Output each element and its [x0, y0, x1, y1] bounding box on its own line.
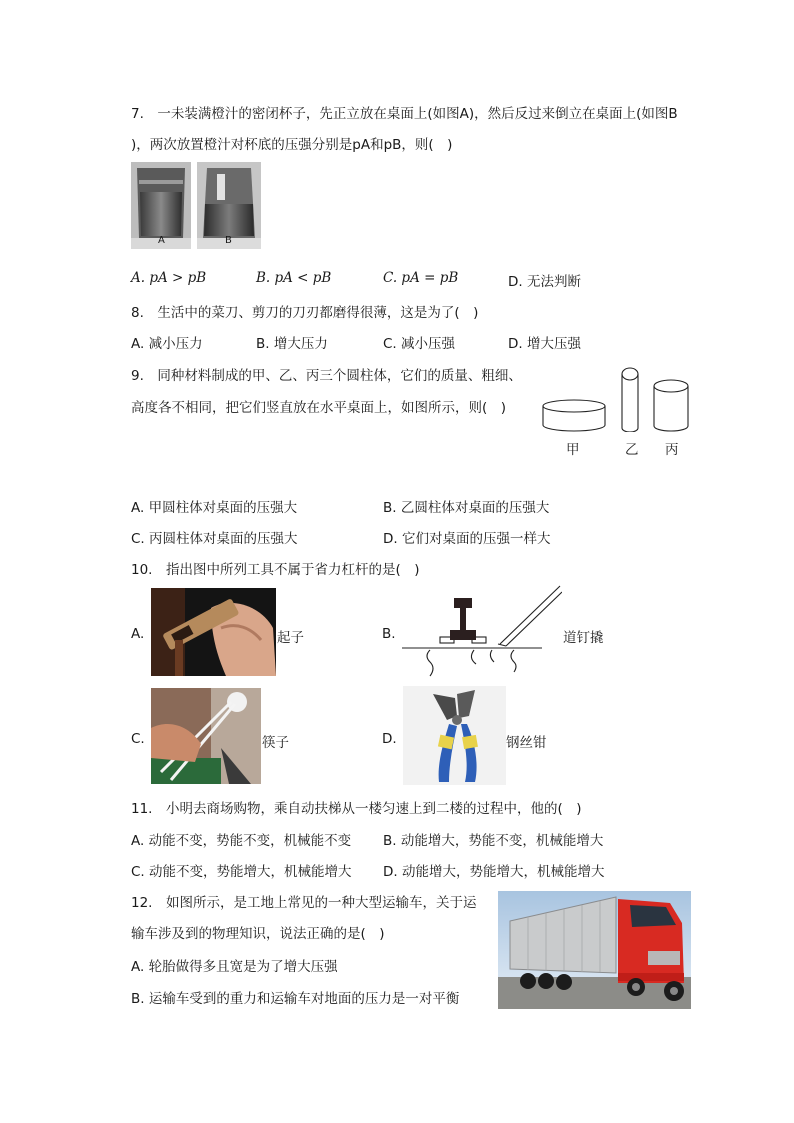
q10-option-d-letter: D. — [382, 731, 397, 747]
q8-option-a: A. 减小压力 — [131, 336, 203, 352]
q11-option-c: C. 动能不变，势能增大，机械能增大 — [131, 864, 352, 880]
cup-label-a: A — [158, 235, 165, 246]
q7-option-b: B. pA < pB — [256, 270, 332, 286]
q7-option-c: C. pA = pB — [383, 270, 459, 286]
q9-option-a: A. 甲圆柱体对桌面的压强大 — [131, 500, 298, 516]
q9-stem-line1: 9. 同种材料制成的甲、乙、丙三个圆柱体，它们的质量、粗细、 — [131, 368, 522, 384]
q10-option-b-letter: B. — [382, 626, 396, 642]
q7-stem-line1: 7. 一未装满橙汁的密闭杯子，先正立放在桌面上(如图A)，然后反过来倒立在桌面上(如图B — [131, 106, 678, 122]
q7-option-a: A. pA > pB — [131, 270, 207, 286]
q11-option-b: B. 动能增大，势能不变，机械能增大 — [383, 833, 604, 849]
q10-option-a-name: 起子 — [277, 630, 304, 646]
q10-option-c-name: 筷子 — [262, 735, 289, 751]
q11-option-d: D. 动能增大，势能增大，机械能增大 — [383, 864, 605, 880]
q7-option-d: D. 无法判断 — [508, 274, 581, 290]
q8-option-b: B. 增大压力 — [256, 336, 328, 352]
q9-option-d: D. 它们对桌面的压强一样大 — [383, 531, 551, 547]
q10-option-c-letter: C. — [131, 731, 145, 747]
q7-stem-line2: )，两次放置橙汁对杯底的压强分别是pA和pB，则( ) — [131, 137, 453, 153]
cup-photo-b — [197, 162, 261, 249]
cylinder-label-yi: 乙 — [625, 442, 639, 458]
bottle-opener-photo — [151, 588, 276, 676]
q12-option-b: B. 运输车受到的重力和运输车对地面的压力是一对平衡 — [131, 991, 460, 1007]
chopsticks-photo — [151, 688, 261, 784]
cup-label-b: B — [225, 235, 232, 246]
q12-stem-line1: 12. 如图所示，是工地上常见的一种大型运输车，关于运 — [131, 895, 477, 911]
q11-option-a: A. 动能不变，势能不变，机械能不变 — [131, 833, 352, 849]
q10-stem: 10. 指出图中所列工具不属于省力杠杆的是( ) — [131, 562, 420, 578]
cup-photo-a — [131, 162, 191, 249]
cylinders-figure — [538, 362, 698, 432]
q10-option-b-name: 道钉撬 — [563, 630, 604, 646]
q8-option-d: D. 增大压强 — [508, 336, 581, 352]
q10-option-a-letter: A. — [131, 626, 145, 642]
q8-stem: 8. 生活中的菜刀、剪刀的刀刃都磨得很薄，这是为了( ) — [131, 305, 479, 321]
wire-pliers-photo — [403, 686, 506, 785]
q9-option-b: B. 乙圆柱体对桌面的压强大 — [383, 500, 550, 516]
cylinder-label-bing: 丙 — [665, 442, 679, 458]
q8-option-c: C. 减小压强 — [383, 336, 456, 352]
q10-option-d-name: 钢丝钳 — [506, 735, 547, 751]
q12-option-a: A. 轮胎做得多且宽是为了增大压强 — [131, 959, 338, 975]
q9-stem-line2: 高度各不相同，把它们竖直放在水平桌面上，如图所示，则( ) — [131, 400, 507, 416]
q9-option-c: C. 丙圆柱体对桌面的压强大 — [131, 531, 298, 547]
truck-photo — [498, 891, 691, 1009]
q11-stem: 11. 小明去商场购物，乘自动扶梯从一楼匀速上到二楼的过程中，他的( ) — [131, 801, 582, 817]
q12-stem-line2: 输车涉及到的物理知识，说法正确的是( ) — [131, 926, 385, 942]
cylinder-label-jia: 甲 — [566, 442, 580, 458]
rail-spike-lever-figure — [402, 584, 562, 680]
